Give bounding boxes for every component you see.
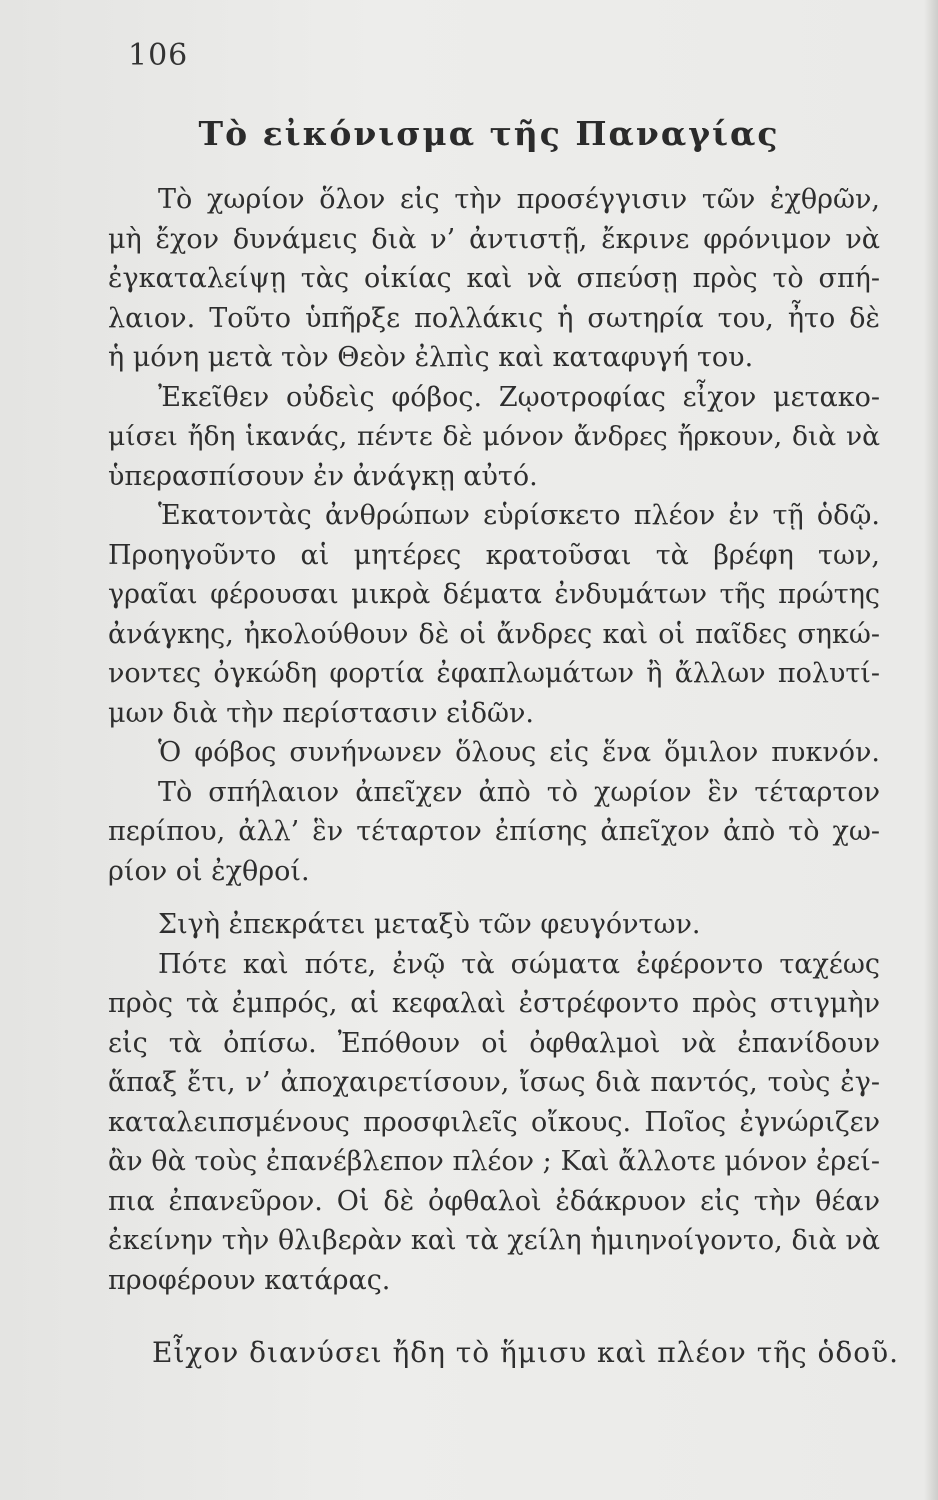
page-edge-shadow (924, 0, 938, 1500)
text-line: περίπου, ἀλλ’ ἓν τέταρτον ἐπίσης ἀπεῖχον ἀπὸ τὸ χω- (108, 816, 880, 847)
text-line: ἐγκαταλείψῃ τὰς οἰκίας καὶ νὰ σπεύσῃ πρὸς τὸ σπή- (108, 263, 880, 294)
text-line: Τὸ χωρίον ὅλον εἰς τὴν προσέγγισιν τῶν ἐχθρῶν, (158, 184, 880, 215)
text-line: πρὸς τὰ ἐμπρός, αἱ κεφαλαὶ ἐστρέφοντο πρὸς στιγμὴν (108, 988, 880, 1019)
text-line: μὴ ἔχον δυνάμεις διὰ ν’ ἀντιστῇ, ἔκρινε φρόνιμον νὰ (108, 223, 880, 255)
text-line: Ἐκεῖθεν οὐδεὶς φόβος. Ζῳοτροφίας εἶχον μετακο- (158, 381, 880, 413)
final-line: Εἶχον διανύσει ἤδη τὸ ἥμισυ καὶ πλέον τῆς ὁδοῦ. (152, 1336, 900, 1369)
chapter-title: Τὸ εἰκόνισμα τῆς Παναγίας (198, 114, 780, 153)
text-line: ρίον οἱ ἐχθροί. (108, 855, 310, 887)
text-line: Πότε καὶ πότε, ἐνῷ τὰ σώματα ἐφέροντο ταχέως (158, 948, 880, 980)
text-line: λαιον. Τοῦτο ὑπῆρξε πολλάκις ἡ σωτηρία του, ἦτο δὲ (108, 302, 880, 334)
text-line: ἐκείνην τὴν θλιβερὰν καὶ τὰ χείλη ἡμιηνοίγοντο, διὰ νὰ (108, 1225, 880, 1256)
text-line: ἅπαξ ἔτι, ν’ ἀποχαιρετίσουν, ἴσως διὰ παντός, τοὺς ἐγ- (108, 1067, 880, 1098)
text-line: μων διὰ τὴν περίστασιν εἰδῶν. (108, 697, 534, 729)
text-line: Ἑκατοντὰς ἀνθρώπων εὑρίσκετο πλέον ἐν τῇ ὁδῷ. (158, 500, 880, 531)
text-line: πια ἐπανεῦρον. Οἱ δὲ ὀφθαλοὶ ἐδάκρυον εἰς τὴν θέαν (108, 1185, 880, 1217)
paragraph-gap (108, 891, 880, 905)
text-line: Προηγοῦντο αἱ μητέρες κρατοῦσαι τὰ βρέφη των, (108, 539, 880, 571)
text-line: ὑπερασπίσουν ἐν ἀνάγκῃ αὐτό. (108, 460, 538, 492)
page-number: 106 (128, 38, 189, 73)
text-line: ἂν θὰ τοὺς ἐπανέβλεπον πλέον ; Καὶ ἄλλοτε μόνον ἐρεί- (108, 1146, 880, 1177)
body-text (108, 180, 880, 1300)
text-line: Σιγὴ ἐπεκράτει μεταξὺ τῶν φευγόντων. (158, 909, 701, 940)
text-line: Ὁ φόβος συνήνωνεν ὅλους εἰς ἕνα ὅμιλον πυκνόν. (158, 737, 880, 768)
text-line: Τὸ σπήλαιον ἀπεῖχεν ἀπὸ τὸ χωρίον ἓν τέταρτον (158, 776, 880, 808)
text-line: γραῖαι φέρουσαι μικρὰ δέματα ἐνδυμάτων τῆς πρώτης (108, 579, 880, 610)
text-line: προφέρουν κατάρας. (108, 1264, 391, 1296)
text-line: νοντες ὀγκώδη φορτία ἐφαπλωμάτων ἢ ἄλλων πολυτί- (108, 658, 880, 689)
text-line: καταλειπσμένους προσφιλεῖς οἴκους. Ποῖος ἐγνώριζεν (108, 1106, 880, 1138)
text-line: ἀνάγκης, ἠκολούθουν δὲ οἱ ἄνδρες καὶ οἱ παῖδες σηκώ- (108, 618, 880, 650)
text-line: εἰς τὰ ὀπίσω. Ἐπόθουν οἱ ὀφθαλμοὶ νὰ ἐπανίδουν (108, 1027, 880, 1059)
text-line: ἡ μόνη μετὰ τὸν Θεὸν ἐλπὶς καὶ καταφυγή του. (108, 342, 754, 373)
text-line: μίσει ἤδη ἱκανάς, πέντε δὲ μόνον ἄνδρες ἤρκουν, διὰ νὰ (108, 421, 880, 452)
